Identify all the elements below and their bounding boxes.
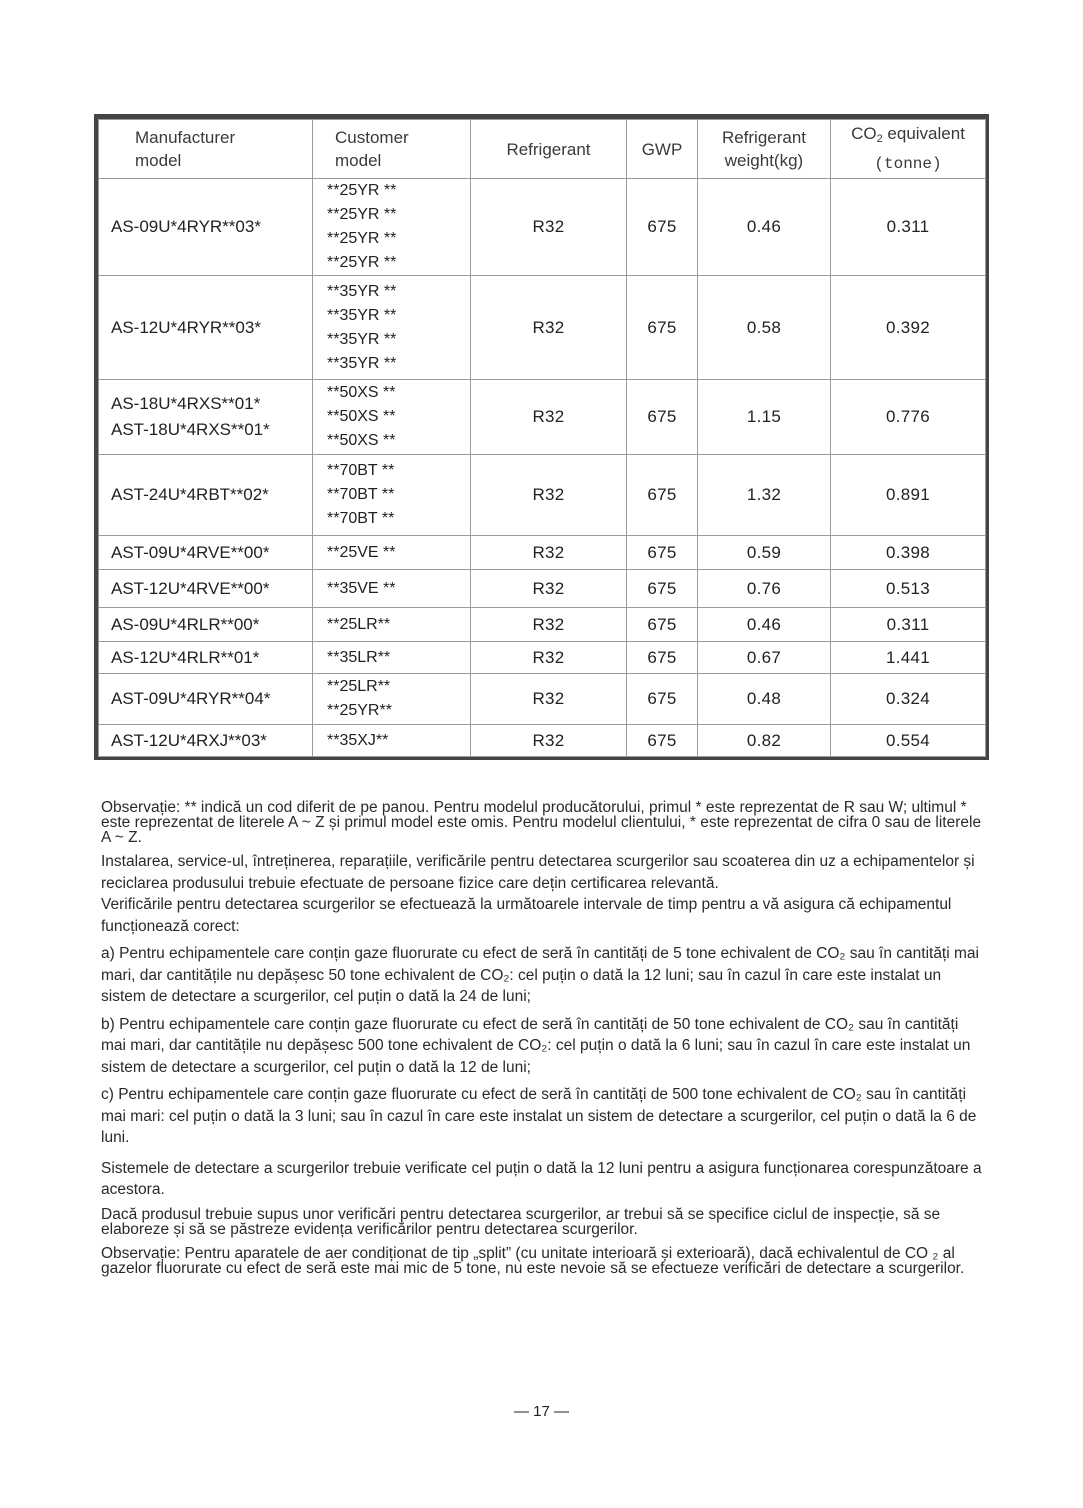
refrigerant-data-table [98, 119, 986, 757]
table-row [99, 642, 986, 674]
gwp-cell: 675 [627, 455, 698, 536]
header-text: GWP [641, 139, 683, 159]
co2-equivalent-cell: 1.441 [831, 642, 986, 674]
refrigerant-weight-cell: 1.32 [698, 455, 831, 536]
manufacturer-model-cell [99, 608, 313, 642]
customer-model-cell [313, 608, 471, 642]
table-header-row [99, 120, 986, 179]
customer-model: **25YR ** [327, 254, 397, 271]
manufacturer-model-cell [99, 179, 313, 276]
table-row [99, 380, 986, 455]
manufacturer-model-cell [99, 276, 313, 380]
observation-note: Observație: ** indică un cod diferit de pe panou. Pentru modelul producătorului, primul * este reprezentat de R sau W; ultimul * este reprezentat de literele A ~ Z și primul model este omis. Pentru modelul clientului, * este reprezentat de cifra 0 sau de literele A ~ Z. [101, 799, 982, 846]
manufacturer-model: AST-09U*4RYR**04* [111, 689, 271, 708]
customer-model: **35LR** [327, 648, 391, 666]
header-customer-model [313, 120, 471, 179]
manufacturer-model: AS-18U*4RXS**01* [111, 394, 261, 413]
customer-model: **35YR ** [327, 354, 397, 372]
table-row [99, 674, 986, 725]
gwp-cell: 675 [627, 179, 698, 276]
co2-equivalent-cell: 0.392 [831, 276, 986, 380]
customer-model-cell [313, 570, 471, 608]
co2-equivalent-cell: 0.311 [831, 179, 986, 276]
refrigerant-weight-cell: 1.15 [698, 380, 831, 455]
refrigerant-cell: R32 [471, 455, 627, 536]
customer-model: **50XS ** [327, 432, 396, 449]
header-text: model [335, 151, 382, 170]
refrigerant-cell: R32 [471, 725, 627, 757]
refrigerant-table [94, 114, 989, 760]
customer-model-cell [313, 536, 471, 570]
customer-model: **35XJ** [327, 731, 389, 749]
manufacturer-model-cell [99, 380, 313, 455]
table-row [99, 536, 986, 570]
page-number: — 17 — [513, 1403, 570, 1420]
customer-model: **70BT ** [327, 486, 395, 503]
customer-model: **70BT ** [327, 510, 395, 527]
header-text: model [135, 151, 182, 170]
interval-item-c: c) Pentru echipamentele care conțin gaze fluorurate cu efect de seră în cantități de 500 tone echivalent de CO₂ sau în cantități mai mari: cel puțin o dată la 3 luni; sau în cazul în care este instalat un sistem de detectare a scurgerilor, cel puțin o dată la 6 de luni. [101, 1086, 977, 1146]
manufacturer-model: AST-12U*4RXJ**03* [111, 730, 267, 750]
manufacturer-model: AST-12U*4RVE**00* [111, 578, 270, 598]
customer-model: **25VE ** [327, 543, 396, 561]
table-row [99, 570, 986, 608]
refrigerant-cell: R32 [471, 608, 627, 642]
refrigerant-cell: R32 [471, 674, 627, 725]
co2-equivalent-cell: 0.324 [831, 674, 986, 725]
manufacturer-model: AS-12U*4RYR**03* [111, 317, 261, 337]
manufacturer-model-cell [99, 674, 313, 725]
header-text: Refrigerant [721, 128, 807, 147]
gwp-cell: 675 [627, 380, 698, 455]
split-ac-note: Observație: Pentru aparatele de aer condiționat de tip „split” (cu unitate interioară și exterioară), dacă echivalentul de CO ₂ al gazelor fluorurate cu efect de seră este mai mic de 5 tone, nu este nevoie să se efectueze verificări de detectare a scurgerilor. [101, 1244, 965, 1277]
manufacturer-model: AST-18U*4RXS**01* [111, 420, 270, 439]
gwp-cell: 675 [627, 674, 698, 725]
refrigerant-weight-cell: 0.67 [698, 642, 831, 674]
manufacturer-model: AST-09U*4RVE**00* [111, 542, 270, 562]
refrigerant-cell: R32 [471, 570, 627, 608]
customer-model: **35YR ** [327, 282, 397, 300]
header-refrigerant-weight [698, 120, 831, 179]
manufacturer-model: AS-09U*4RYR**03* [111, 217, 261, 236]
customer-model: **70BT ** [327, 462, 395, 479]
co2-equivalent-cell: 0.513 [831, 570, 986, 608]
customer-model: **25YR ** [327, 230, 397, 247]
notes-section [101, 800, 983, 1276]
header-text: CO [851, 124, 877, 143]
header-text: equivalent [882, 124, 965, 143]
manufacturer-model-cell [99, 725, 313, 757]
customer-model: **25YR ** [327, 182, 397, 199]
header-text: Manufacturer [135, 128, 236, 147]
gwp-cell: 675 [627, 725, 698, 757]
manufacturer-model-cell [99, 455, 313, 536]
header-co2-equivalent [831, 120, 986, 179]
manufacturer-model-cell [99, 536, 313, 570]
co2-equivalent-cell: 0.891 [831, 455, 986, 536]
refrigerant-cell: R32 [471, 642, 627, 674]
customer-model-cell [313, 276, 471, 380]
refrigerant-cell: R32 [471, 536, 627, 570]
table-row [99, 276, 986, 380]
customer-model: **35YR ** [327, 306, 397, 324]
gwp-cell: 675 [627, 608, 698, 642]
customer-model-cell [313, 179, 471, 276]
customer-model: **35VE ** [327, 579, 396, 597]
subscript-2: 2 [876, 133, 883, 145]
co2-equivalent-cell: 0.311 [831, 608, 986, 642]
manufacturer-model: AS-09U*4RLR**00* [111, 614, 260, 634]
customer-model-cell [313, 380, 471, 455]
customer-model-cell [313, 674, 471, 725]
gwp-cell: 675 [627, 570, 698, 608]
installation-note: Instalarea, service-ul, întreținerea, reparațiile, verificările pentru detectarea scurgerilor sau scoaterea din uz a echipamentelor și reciclarea produsului trebuie efectuate de persoane fizice care dețin certificarea relevantă. [101, 853, 975, 892]
co2-equivalent-cell: 0.398 [831, 536, 986, 570]
refrigerant-weight-cell: 0.76 [698, 570, 831, 608]
header-refrigerant [471, 120, 627, 179]
customer-model-cell [313, 725, 471, 757]
intervals-intro: Verificările pentru detectarea scurgerilor se efectuează la următoarele intervale de timp pentru a vă asigura că echipamentul funcționează corect: [101, 896, 952, 935]
header-gwp [627, 120, 698, 179]
refrigerant-cell: R32 [471, 380, 627, 455]
gwp-cell: 675 [627, 642, 698, 674]
header-unit: (tonne) [874, 155, 942, 173]
customer-model: **50XS ** [327, 384, 396, 401]
interval-item-b: b) Pentru echipamentele care conțin gaze fluorurate cu efect de seră în cantități de 50 tone echivalent de CO₂ sau în cantități mai mari, dar cantitățile nu depășesc 500 tone echivalent de CO₂: cel puțin o dată la 6 luni; sau în cazul în care este instalat un sistem de detectare a scurgerilor, cel puțin o dată la 12 de luni; [101, 1015, 971, 1076]
header-text: weight(kg) [724, 151, 804, 170]
refrigerant-weight-cell: 0.48 [698, 674, 831, 725]
manufacturer-model: AS-12U*4RLR**01* [111, 647, 260, 667]
header-text: Refrigerant [506, 139, 591, 159]
customer-model: **35YR ** [327, 330, 397, 348]
customer-model: **25LR** [327, 678, 391, 695]
table-row [99, 179, 986, 276]
customer-model-cell [313, 455, 471, 536]
table-row [99, 608, 986, 642]
refrigerant-weight-cell: 0.58 [698, 276, 831, 380]
gwp-cell: 675 [627, 536, 698, 570]
header-text: Customer [335, 128, 409, 147]
detection-systems-note: Sistemele de detectare a scurgerilor trebuie verificate cel puțin o dată la 12 luni pentru a asigura funcționarea corespunzătoare a acestora. [101, 1159, 982, 1198]
refrigerant-weight-cell: 0.46 [698, 608, 831, 642]
customer-model: **50XS ** [327, 408, 396, 425]
co2-equivalent-cell: 0.554 [831, 725, 986, 757]
manufacturer-model-cell [99, 642, 313, 674]
table-row [99, 455, 986, 536]
refrigerant-weight-cell: 0.82 [698, 725, 831, 757]
customer-model-cell [313, 642, 471, 674]
refrigerant-weight-cell: 0.46 [698, 179, 831, 276]
customer-model: **25YR ** [327, 206, 397, 223]
co2-equivalent-cell: 0.776 [831, 380, 986, 455]
records-note: Dacă produsul trebuie supus unor verificări pentru detectarea scurgerilor, ar trebui să se specifice ciclul de inspecție, să se elaboreze și să se păstreze evidența verificărilor pentru detectarea scurgerilor. [101, 1205, 941, 1238]
manufacturer-model: AST-24U*4RBT**02* [111, 485, 269, 504]
customer-model: **25LR** [327, 615, 391, 633]
manufacturer-model-cell [99, 570, 313, 608]
refrigerant-cell: R32 [471, 179, 627, 276]
refrigerant-cell: R32 [471, 276, 627, 380]
customer-model: **25YR** [327, 702, 392, 719]
interval-item-a: a) Pentru echipamentele care conțin gaze fluorurate cu efect de seră în cantități de 5 tone echivalent de CO₂ sau în cantități mai mari, dar cantitățile nu depășesc 50 tone echivalent de CO₂: cel puțin o dată la 12 luni; sau în cazul în care este instalat un sistem de detectare a scurgerilor, cel puțin o dată la 24 de luni; [101, 945, 979, 1005]
header-manufacturer-model [99, 120, 313, 179]
table-body [99, 179, 986, 757]
table-row [99, 725, 986, 757]
refrigerant-weight-cell: 0.59 [698, 536, 831, 570]
gwp-cell: 675 [627, 276, 698, 380]
